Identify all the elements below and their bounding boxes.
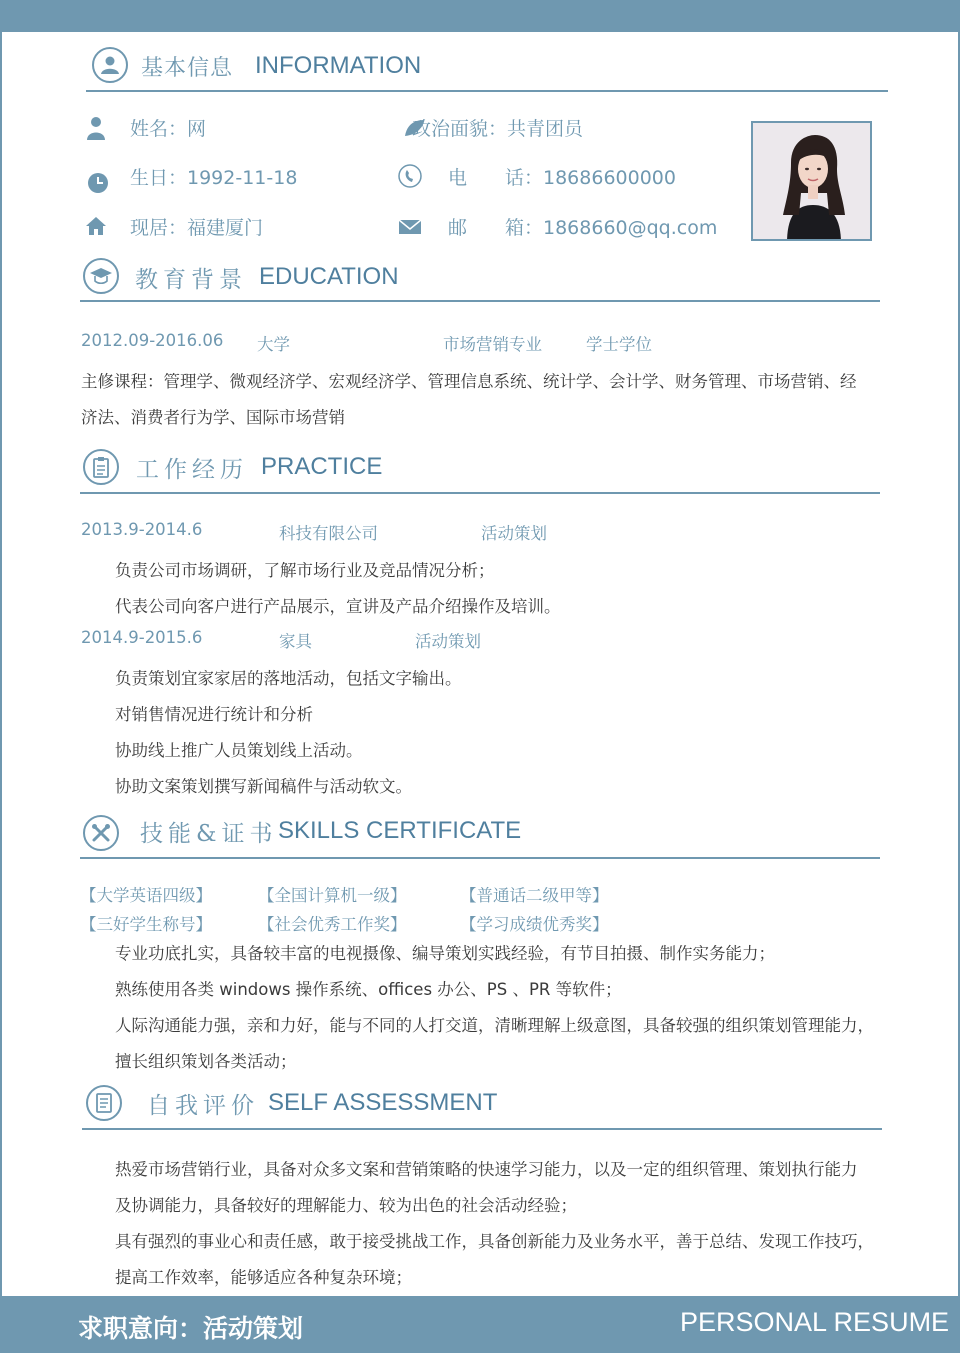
cert-5: 【社会优秀工作奖】 [258,915,407,934]
assessment-line-3: 具有强烈的事业心和责任感，敢于接受挑战工作，具备创新能力及业务水平，善于总结、发现工作技巧， [115,1232,874,1251]
practice-title-en: PRACTICE [261,453,383,480]
practice-title-cn: 工作经历 [136,457,248,483]
job-1-company: 科技有限公司 [279,524,378,543]
job-1-duty-2: 代表公司向客户进行产品展示，宣讲及产品介绍操作及培训。 [115,597,561,616]
cert-1: 【大学英语四级】 [80,886,212,905]
person-icon [84,116,108,140]
job-2-role: 活动策划 [415,632,481,651]
profile-photo [751,121,872,241]
job-2-period: 2014.9-2015.6 [81,628,203,647]
assessment-line-1: 热爱市场营销行业，具备对众多文案和营销策略的快速学习能力，以及一定的组织管理、策划执行能力 [115,1160,858,1179]
clock-icon [86,171,110,195]
education-courses-line2: 济法、消费者行为学、国际市场营销 [81,408,345,427]
job-1-period: 2013.9-2014.6 [81,520,203,539]
clipboard-icon [83,449,119,485]
skill-line-4: 擅长组织策划各类活动； [115,1052,297,1071]
birth-field: 生日：1992-11-18 [130,167,298,189]
user-icon [92,47,128,83]
job-1-role: 活动策划 [481,524,547,543]
cert-2: 【全国计算机一级】 [258,886,407,905]
job-1-duty-1: 负责公司市场调研，了解市场行业及竞品情况分析； [115,561,495,580]
info-title-cn: 基本信息 [141,56,234,81]
job-objective: 求职意向：活动策划 [78,1314,304,1343]
location-field: 现居：福建厦门 [130,217,264,239]
education-title-cn: 教育背景 [135,267,247,293]
cert-6: 【学习成绩优秀奖】 [460,915,609,934]
top-banner [0,0,960,32]
job-2-duty-3: 协助线上推广人员策划线上活动。 [115,741,363,760]
skill-line-1: 专业功底扎实，具备较丰富的电视摄像、编导策划实践经验，有节目拍摄、制作实务能力； [115,944,775,963]
skill-line-3: 人际沟通能力强，亲和力好，能与不同的人打交道，清晰理解上级意图，具备较强的组织策划管理能力， [115,1016,874,1035]
phone-field: 电 话：18686600000 [448,167,676,189]
education-title-en: EDUCATION [259,263,399,290]
email-field: 邮 箱：1868660@qq.com [448,217,718,239]
job-2-duty-4: 协助文案策划撰写新闻稿件与活动软文。 [115,777,412,796]
political-field: 政治面貌：共青团员 [412,118,584,140]
skill-line-2: 熟练使用各类 windows 操作系统、offices 办公、PS 、PR 等软件； [115,980,622,999]
tools-icon [83,815,119,851]
education-courses-line1: 主修课程：管理学、微观经济学、宏观经济学、管理信息系统、统计学、会计学、财务管理、市场营销、经 [81,372,857,391]
education-period: 2012.09-2016.06 [81,331,224,350]
graduation-cap-icon [83,258,119,294]
job-2-duty-1: 负责策划宜家家居的落地活动，包括文字输出。 [115,669,462,688]
info-title-en: INFORMATION [255,52,422,79]
assessment-title-en: SELF ASSESSMENT [268,1089,498,1116]
job-2-duty-2: 对销售情况进行统计和分析 [115,705,313,724]
assessment-title-cn: 自我评价 [147,1093,259,1119]
phone-icon [398,164,422,188]
assessment-divider [82,1128,882,1130]
home-icon [84,214,108,238]
education-divider [80,300,880,302]
skills-title-cn: 技能&证书 [140,821,278,847]
practice-divider [80,492,880,494]
skills-divider [80,857,880,859]
cert-3: 【普通话二级甲等】 [460,886,609,905]
assessment-line-4: 提高工作效率，能够适应各种复杂环境； [115,1268,412,1287]
education-degree: 学士学位 [586,335,652,354]
job-2-company: 家具 [279,632,312,651]
info-divider [86,90,888,92]
skills-title-en: SKILLS CERTIFICATE [278,817,522,844]
education-major: 市场营销专业 [443,335,542,354]
education-school: 大学 [257,335,290,354]
name-field: 姓名：网 [130,118,207,140]
footer-brand: PERSONAL RESUME [680,1307,950,1337]
mail-icon [398,215,422,239]
assessment-line-2: 及协调能力，具备较好的理解能力、较为出色的社会活动经验； [115,1196,577,1215]
document-icon [86,1085,122,1121]
cert-4: 【三好学生称号】 [80,915,212,934]
